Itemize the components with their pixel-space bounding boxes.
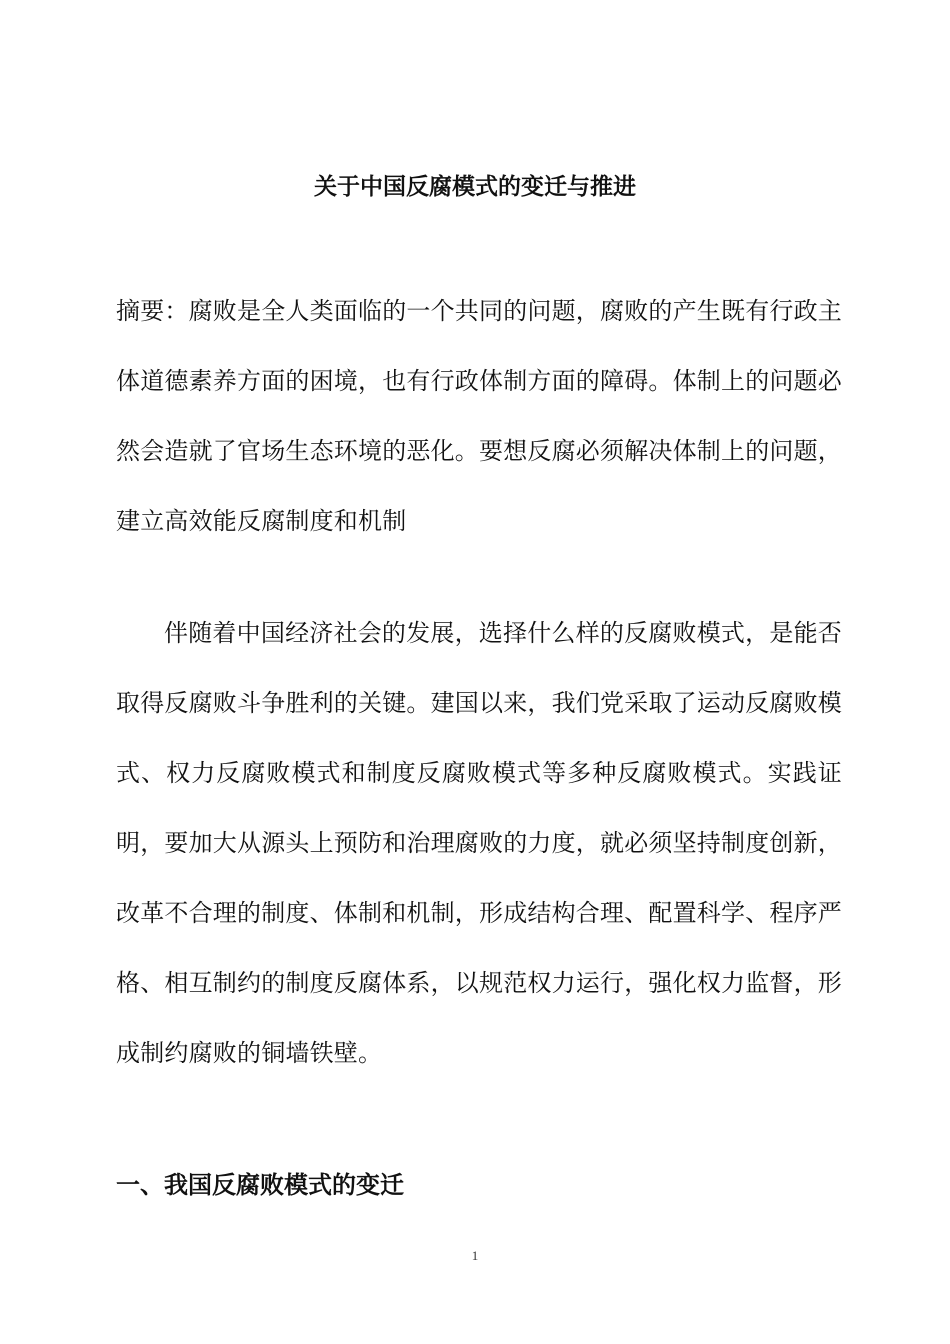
abstract-paragraph: 摘要：腐败是全人类面临的一个共同的问题，腐败的产生既有行政主体道德素养方面的困境，也有行政体制方面的障碍。体制上的问题必然会造就了官场生态环境的恶化。要想反腐必须解决体制上的问题，建立高效能反腐制度和机制	[116, 297, 842, 535]
document-title: 关于中国反腐模式的变迁与推进	[314, 174, 636, 200]
section-heading: 一、我国反腐败模式的变迁	[116, 1171, 404, 1199]
page-number: 1	[471, 1248, 479, 1263]
body-paragraph: 伴随着中国经济社会的发展，选择什么样的反腐败模式，是能否取得反腐败斗争胜利的关键。建国以来，我们党采取了运动反腐败模式、权力反腐败模式和制度反腐败模式等多种反腐败模式。实践证明，要加大从源头上预防和治理腐败的力度，就必须坚持制度创新，改革不合理的制度、体制和机制，形成结构合理、配置科学、程序严格、相互制约的制度反腐体系，以规范权力运行，强化权力监督，形成制约腐败的铜墙铁壁。	[116, 619, 842, 1067]
